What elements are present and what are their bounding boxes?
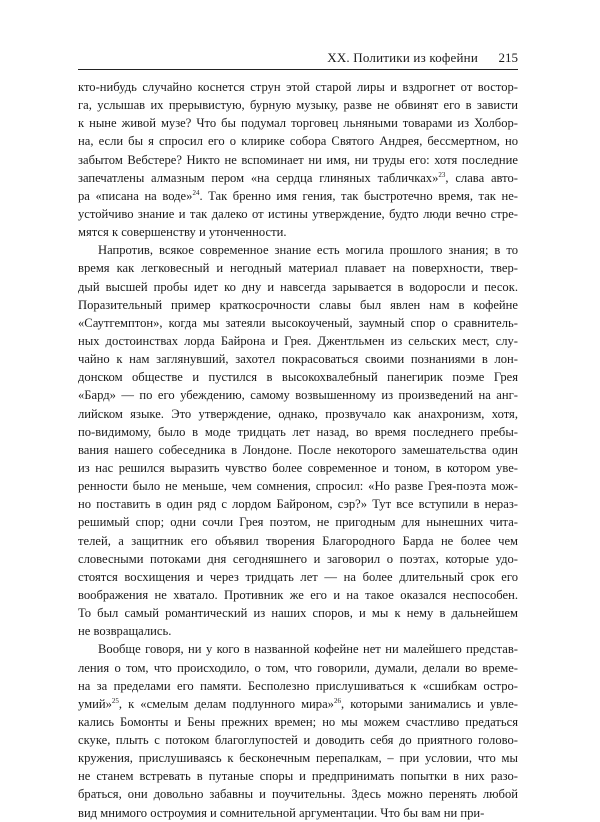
text-line xyxy=(78,713,518,731)
text-run: мятся к совершенству и утонченности. xyxy=(78,225,287,240)
text-run: вания нашего собеседника в Лондоне. После некоторого замешательства один xyxy=(78,442,518,457)
text-run: кались Бомонты и Бены прежних времен; но мы можем счастливо предаться xyxy=(78,714,518,729)
body-text xyxy=(78,78,518,822)
text-line xyxy=(78,677,518,695)
text-run: , слава авто- xyxy=(445,170,518,185)
text-run: по-видимому, было в моде тридцать лет назад, во время последнего пребы- xyxy=(78,424,518,439)
text-line xyxy=(78,205,518,223)
text-run: но поставить в один ряд с лордом Байроном, сэр?» Тут все вступили в нераз- xyxy=(78,497,518,512)
text-line xyxy=(78,151,518,169)
text-run: скуке, плыть с потоком благоглупостей и доводить себя до приятного голово- xyxy=(78,733,518,748)
text-line xyxy=(78,731,518,749)
text-line xyxy=(78,695,518,713)
text-line xyxy=(78,785,518,803)
text-run: ных достоинствах лорда Байрона и Грея. Джентльмен из сельских мест, слу- xyxy=(78,333,518,348)
text-line xyxy=(78,804,518,822)
text-line xyxy=(78,332,518,350)
text-run: из нас решился выразить чувство более современное и тоном, в котором уве- xyxy=(78,460,518,475)
text-line xyxy=(78,532,518,550)
text-line xyxy=(78,350,518,368)
text-run: чайно к нам заглянувший, захотел покрасоваться своими познаниями в лон- xyxy=(78,352,518,367)
text-line xyxy=(78,296,518,314)
text-line xyxy=(78,640,518,658)
text-line xyxy=(78,169,518,187)
text-line xyxy=(78,622,518,640)
text-run: кружения, прислушиваясь к бесконечным перепалкам, – при условии, что мы xyxy=(78,751,518,766)
text-line xyxy=(78,441,518,459)
text-run: дый высшей пробы идет ко дну и навсегда зарывается в водоросли и песок. xyxy=(78,279,518,294)
text-run: То был самый романтический из наших споров, и мы к нему в дальнейшем xyxy=(78,606,518,621)
text-line xyxy=(78,459,518,477)
text-line xyxy=(78,187,518,205)
text-run: Вообще говоря, ни у кого в названной кофейне нет ни малейшего представ- xyxy=(98,642,518,657)
header-rule xyxy=(78,69,518,70)
text-line xyxy=(78,477,518,495)
page-number: 215 xyxy=(498,50,518,65)
text-line xyxy=(78,604,518,622)
text-run: донском обществе и пустился в высокохвалебный панегирик поэме Грея xyxy=(78,370,518,385)
chapter-title: XX. Политики из кофейни xyxy=(327,50,478,65)
text-line xyxy=(78,368,518,386)
paragraph xyxy=(78,241,518,640)
text-line xyxy=(78,495,518,513)
text-line xyxy=(78,78,518,96)
text-run: «Бард» — по его убеждению, самому возвышенному из произведений на анг- xyxy=(78,388,518,403)
text-line xyxy=(78,423,518,441)
text-run: лийском языке. Это утверждение, однако, прозвучало как анахронизм, хотя, xyxy=(78,406,518,421)
text-run: ления о том, что происходило, о том, что говорили, думали, делали во време- xyxy=(78,660,518,675)
text-run: время как легковесный и негодный материал плавает на поверхности, твер- xyxy=(78,261,518,276)
text-run: . Так бренно имя гения, так быстротечно время, так не- xyxy=(199,188,518,203)
text-run: ренности было не меньше, чем сомнения, спросил: «Но разве Грея-поэта мож- xyxy=(78,479,518,494)
text-run: ра «писана на воде» xyxy=(78,188,193,203)
text-line xyxy=(78,132,518,150)
text-run: на за пределами его памяти. Бесполезно прислушиваться к «сшибкам остро- xyxy=(78,678,518,693)
text-run: га, услышав их прерывистую, бурную музыку, разве не обвинят его в зависти xyxy=(78,98,518,113)
text-line xyxy=(78,405,518,423)
text-run: , которыми занимались и увле- xyxy=(340,696,518,711)
text-line xyxy=(78,278,518,296)
text-line xyxy=(78,223,518,241)
text-line xyxy=(78,767,518,785)
text-line xyxy=(78,241,518,259)
text-run: на, если бы я спросил его о клирике собора Святого Андрея, бессмертном, но xyxy=(78,134,518,149)
text-line xyxy=(78,550,518,568)
footnote-marker[interactable]: 26 xyxy=(333,696,341,705)
footnote-marker[interactable]: 23 xyxy=(438,170,446,179)
text-run: , к «смелым делам подлунного мира» xyxy=(118,696,334,711)
text-run: запечатлены алмазным пером «на сердца глиняных табличках» xyxy=(78,170,439,185)
text-run: забытом Вебстере? Никто не вспоминает ни имя, ни труды его: хотя последние xyxy=(78,152,518,167)
paragraph xyxy=(78,640,518,821)
text-run: словесными потоками дня сегодняшнего и заговорил о поэтах, которые удо- xyxy=(78,551,518,566)
text-line xyxy=(78,513,518,531)
text-line xyxy=(78,586,518,604)
text-run: умий» xyxy=(78,696,112,711)
text-line xyxy=(78,259,518,277)
text-run: Напротив, всякое современное знание есть могила прошлого знания; в то xyxy=(98,243,518,258)
text-run: не возвращались. xyxy=(78,624,172,639)
text-run: устойчиво знание и так далеко от истины утверждение, будто люди вечно стре- xyxy=(78,206,518,221)
text-line xyxy=(78,314,518,332)
text-line xyxy=(78,568,518,586)
text-run: Поразительный пример краткосрочности славы был явлен нам в кофейне xyxy=(78,297,518,312)
text-line xyxy=(78,114,518,132)
text-run: телей, а защитник его объявил творения Благородного Барда не более чем xyxy=(78,533,518,548)
text-run: воображения не хватало. Противник же его и на такое оказался неспособен. xyxy=(78,587,518,602)
text-run: кто-нибудь случайно коснется струн этой старой лиры и вздрогнет от востор- xyxy=(78,80,518,94)
footnote-marker[interactable]: 24 xyxy=(192,188,200,197)
text-line xyxy=(78,386,518,404)
text-run: не станем встревать в путаные споры и предпринимать попытки в них разо- xyxy=(78,769,518,784)
text-run: решимый спор; одни сочли Грея поэтом, не пригодным для нынешних чита- xyxy=(78,515,518,530)
running-head xyxy=(78,50,518,68)
text-run: браться, они довольно забавны и поучительны. Здесь можно перенять любой xyxy=(78,787,518,802)
paragraph xyxy=(78,78,518,241)
text-run: «Саутгемптон», когда мы затеяли высокоученый, заумный спор о сравнитель- xyxy=(78,315,518,330)
text-line xyxy=(78,659,518,677)
footnote-marker[interactable]: 25 xyxy=(111,696,119,705)
text-run: стоятся восхищения и через тридцать лет — на более длительный срок его xyxy=(78,569,518,584)
text-run: вид мнимого остроумия и сомнительной аргументации. Что бы вам ни при- xyxy=(78,805,485,820)
text-run: к ныне живой музе? Что бы подумал торговец льняными товарами из Холбор- xyxy=(78,116,518,131)
text-line xyxy=(78,96,518,114)
